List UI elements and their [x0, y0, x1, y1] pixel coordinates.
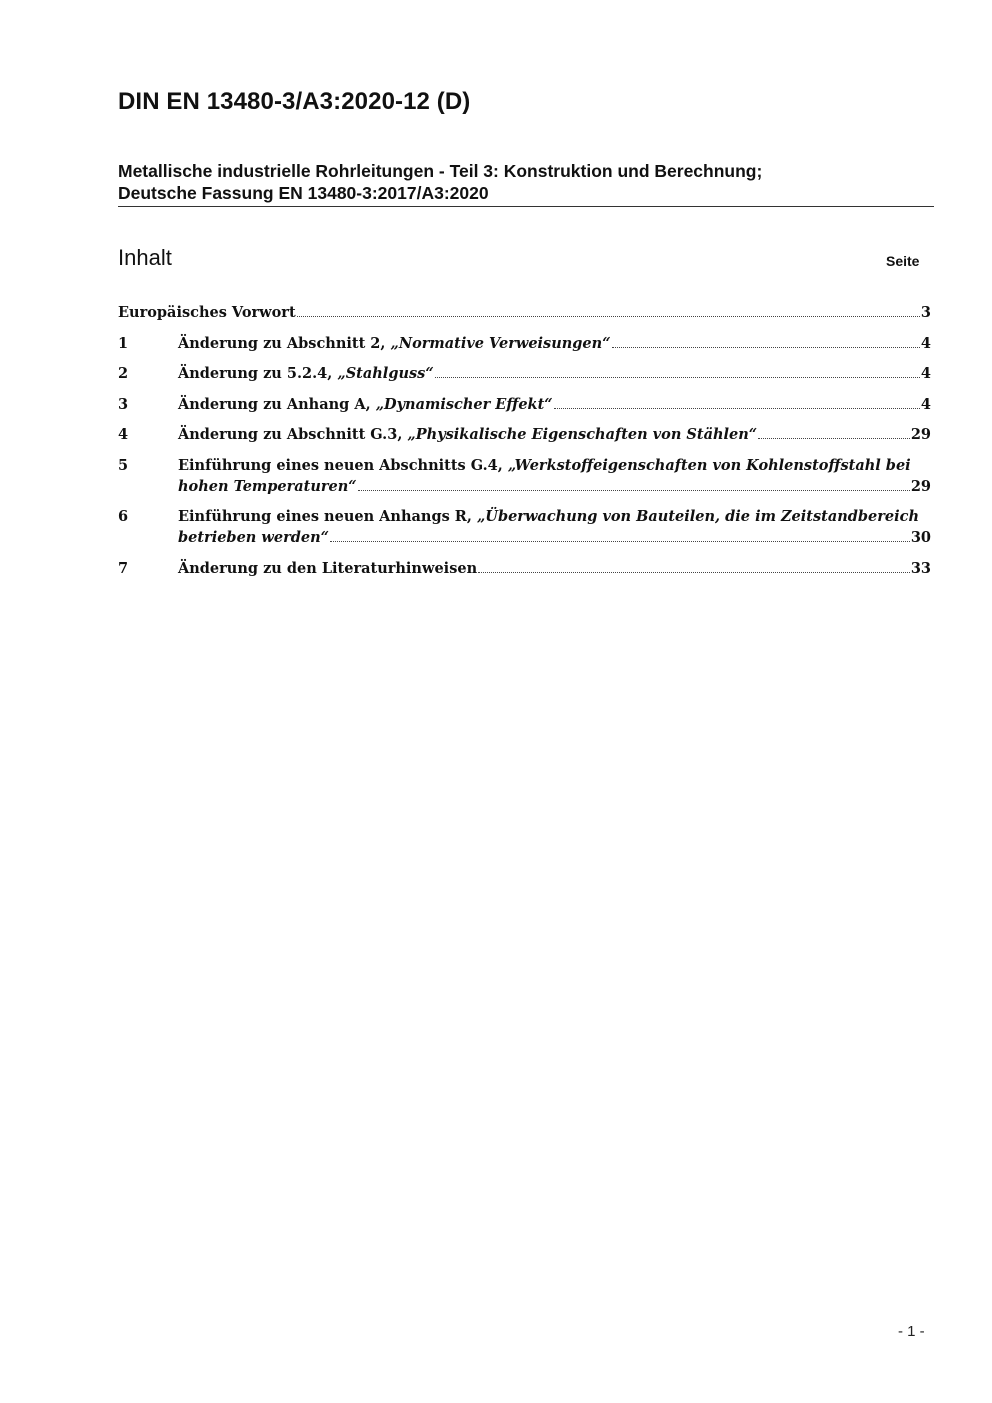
- dot-leader: [478, 563, 910, 573]
- toc-entry-text: Einführung eines neuen Abschnitts G.4,: [178, 456, 508, 474]
- header-divider: [118, 206, 934, 207]
- toc-entry-page: 29: [910, 426, 931, 443]
- dot-leader: [358, 481, 910, 491]
- toc-entry-number: 1: [118, 334, 129, 352]
- table-of-contents: [118, 302, 931, 579]
- toc-entry-italic-title-continued: betrieben werden“: [178, 529, 329, 546]
- toc-entry-text: Änderung zu Abschnitt G.3,: [178, 426, 408, 443]
- dot-leader: [612, 338, 920, 348]
- toc-entry-page: 29: [910, 477, 931, 495]
- toc-entry-italic-title: „Dynamischer Effekt“: [375, 395, 553, 413]
- dot-leader: [297, 307, 920, 317]
- document-title: DIN EN 13480-3/A3:2020-12 (D): [118, 88, 471, 115]
- page-number: - 1 -: [898, 1323, 925, 1340]
- toc-entry-number: 2: [118, 365, 129, 382]
- toc-entry-page: 4: [920, 395, 931, 413]
- dot-leader: [758, 429, 910, 439]
- toc-entry-text: Änderung zu Anhang A,: [178, 395, 376, 413]
- toc-entry-text: Änderung zu Abschnitt 2,: [178, 334, 391, 352]
- subtitle-line-1: Metallische industrielle Rohrleitungen - Teil 3: Konstruktion und Berechnung;: [118, 161, 763, 181]
- toc-entry-3[interactable]: [118, 394, 931, 415]
- dot-leader: [435, 368, 920, 378]
- toc-entry-page: 30: [910, 529, 931, 546]
- toc-entry-page: 3: [920, 304, 931, 321]
- toc-heading: Inhalt: [118, 245, 172, 270]
- dot-leader: [554, 399, 920, 409]
- toc-page-column-label: Seite: [886, 253, 920, 269]
- toc-entry-text: Einführung eines neuen Anhangs R,: [178, 508, 477, 525]
- toc-entry-page: 4: [920, 365, 931, 382]
- toc-entry-italic-title: „Stahlguss“: [337, 365, 434, 382]
- toc-entry-text: Änderung zu 5.2.4,: [178, 365, 338, 382]
- toc-entry-5[interactable]: [118, 455, 931, 497]
- toc-entry-number: 6: [118, 508, 129, 525]
- toc-entry-number: 4: [118, 426, 129, 443]
- toc-entry-number: 5: [118, 456, 129, 474]
- toc-entry-italic-title: „Physikalische Eigenschaften von Stählen“: [407, 426, 758, 443]
- toc-entry-number: 3: [118, 395, 129, 413]
- toc-entry-2[interactable]: [118, 363, 931, 384]
- toc-entry-italic-title: „Werkstoffeigenschaften von Kohlenstoffstahl bei: [507, 456, 911, 474]
- toc-entry-italic-title: „Überwachung von Bauteilen, die im Zeitstandbereich: [476, 508, 920, 525]
- toc-entry-italic-title-continued: hohen Temperaturen“: [178, 477, 357, 495]
- toc-entry-1[interactable]: [118, 333, 931, 354]
- document-subtitle: [118, 160, 934, 204]
- toc-entry-text: Änderung zu den Literaturhinweisen: [178, 559, 478, 577]
- toc-entry-foreword[interactable]: [118, 302, 931, 323]
- toc-entry-italic-title: „Normative Verweisungen“: [390, 334, 611, 352]
- toc-entry-number: 7: [118, 559, 129, 577]
- toc-entry-4[interactable]: [118, 424, 931, 445]
- toc-entry-7[interactable]: [118, 558, 931, 579]
- subtitle-line-2: Deutsche Fassung EN 13480-3:2017/A3:2020: [118, 183, 489, 203]
- toc-entry-page: 4: [920, 334, 931, 352]
- toc-entry-page: 33: [910, 559, 931, 577]
- toc-entry-text: Europäisches Vorwort: [118, 304, 296, 321]
- dot-leader: [330, 532, 910, 542]
- toc-entry-6[interactable]: [118, 506, 931, 548]
